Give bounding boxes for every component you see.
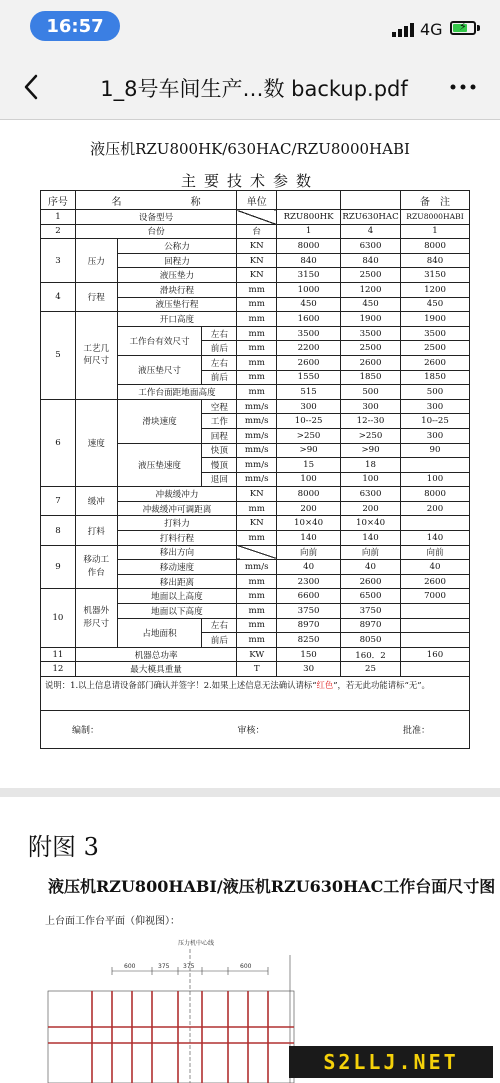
table-row: 10 机器外形尺寸 地面以上高度 mm 6600 6500 7000 — [41, 589, 470, 604]
navigation-bar — [0, 55, 500, 120]
status-bar — [0, 0, 500, 55]
table-row: 地面以下高度 mm 3750 3750 — [41, 604, 470, 619]
document-title: 1_8号车间生产…数 backup.pdf — [100, 77, 408, 101]
table-row: 11 机器总功率 KW 150 160．2 160 — [41, 647, 470, 662]
pdf-page-2[interactable] — [0, 797, 500, 1083]
back-button[interactable] — [15, 71, 47, 103]
table-row: 2 台份 台 1 4 1 — [41, 224, 470, 239]
table-row: 6 速度 滑块速度 空程 mm/s 300 300 300 — [41, 399, 470, 414]
table-row: 回程 mm/s >250 >250 300 — [41, 428, 470, 443]
table-row: 7 缓冲 冲裁缓冲力 KN 8000 6300 8000 — [41, 487, 470, 502]
header-remark: 备 注 — [401, 191, 470, 210]
spec-table — [40, 190, 470, 749]
spec-subtitle: 主要技术参数 — [180, 172, 319, 190]
watermark-logo: S2LLJ.NET — [289, 1046, 493, 1078]
table-header-row — [41, 191, 470, 210]
reviewer-label: 审核： — [237, 726, 265, 736]
table-row: 打料行程 mm 140 140 140 — [41, 531, 470, 546]
pdf-page-1[interactable] — [0, 120, 500, 788]
table-row: 移出距离 mm 2300 2600 2600 — [41, 574, 470, 589]
figure-label: 附图 3 — [28, 833, 99, 861]
header-unit: 单位 — [237, 191, 277, 210]
battery-cap — [477, 25, 480, 31]
table-row: 8 打料 打料力 KN 10×40 10×40 — [41, 516, 470, 531]
table-row: 工作台有效尺寸 左右 mm 3500 3500 3500 — [41, 326, 470, 341]
diagonal-cell — [237, 545, 277, 560]
table-row: 4 行程 滑块行程 mm 1000 1200 1200 — [41, 282, 470, 297]
chevron-left-icon — [22, 74, 40, 100]
table-row: 1 设备型号 RZU800HK RZU630HAC RZU8000HABI — [41, 210, 470, 225]
note-text: 说明：1.以上信息请设备部门确认并签字！2.如果上述信息无法确认请标“红色”，若无此功能请标“无”。 — [41, 677, 470, 711]
spec-title: 液压机RZU800HK/630HAC/RZU8000HABI — [90, 140, 410, 158]
battery-icon: ⚡ — [450, 21, 476, 35]
table-row: 5 工艺几何尺寸 开口高度 mm 1600 1900 1900 — [41, 312, 470, 327]
more-icon — [450, 84, 476, 90]
table-row: 移动速度 mm/s 40 40 40 — [41, 560, 470, 575]
table-row: 3 压力 公称力 KN 8000 6300 8000 — [41, 239, 470, 254]
signature-row — [41, 711, 470, 749]
diagonal-cell — [237, 210, 277, 225]
editor-label: 编制： — [72, 726, 100, 736]
dim-label: 375 — [158, 963, 170, 970]
table-row: 液压垫尺寸 左右 mm 2600 2600 2600 — [41, 355, 470, 370]
table-row: 前后 mm 8250 8050 — [41, 633, 470, 648]
header-no: 序号 — [41, 191, 76, 210]
table-row: 液压垫行程 mm 450 450 450 — [41, 297, 470, 312]
dim-label: 600 — [124, 963, 136, 970]
table-row: 占地面积 左右 mm 8970 8970 — [41, 618, 470, 633]
network-label: 4G — [420, 20, 443, 39]
table-row: 9 移动工作台 移出方向 向前 向前 向前 — [41, 545, 470, 560]
note-row — [41, 677, 470, 711]
status-time: 16:57 — [30, 11, 120, 41]
callout-label: 压力机中心线 — [178, 940, 215, 947]
table-row: 冲裁缓冲可调距离 mm 200 200 200 — [41, 501, 470, 516]
dim-label: 375 — [183, 963, 195, 970]
signal-icon — [392, 23, 414, 37]
table-row: 慢顶 mm/s 15 18 — [41, 458, 470, 473]
table-row: 工作台面距地面高度 mm 515 500 500 — [41, 385, 470, 400]
figure-title: 液压机RZU800HABI/液压机RZU630HAC工作台面尺寸图 — [48, 877, 496, 896]
header-name: 名 称 — [75, 191, 236, 210]
table-row: 前后 mm 1550 1850 1850 — [41, 370, 470, 385]
table-row: 液压垫力 KN 3150 2500 3150 — [41, 268, 470, 283]
table-row: 12 最大模具重量 T 30 25 — [41, 662, 470, 677]
more-button[interactable] — [445, 75, 481, 99]
table-row: 退回 mm/s 100 100 100 — [41, 472, 470, 487]
figure-subtitle: 上台面工作台平面（仰视图）： — [45, 916, 180, 927]
table-row: 前后 mm 2200 2500 2500 — [41, 341, 470, 356]
table-row: 回程力 KN 840 840 840 — [41, 253, 470, 268]
dim-label: 600 — [240, 963, 252, 970]
approver-label: 批准： — [402, 726, 430, 736]
table-row: 工作 mm/s 10--25 12--30 10--25 — [41, 414, 470, 429]
table-row: 液压垫速度 快顶 mm/s >90 >90 90 — [41, 443, 470, 458]
